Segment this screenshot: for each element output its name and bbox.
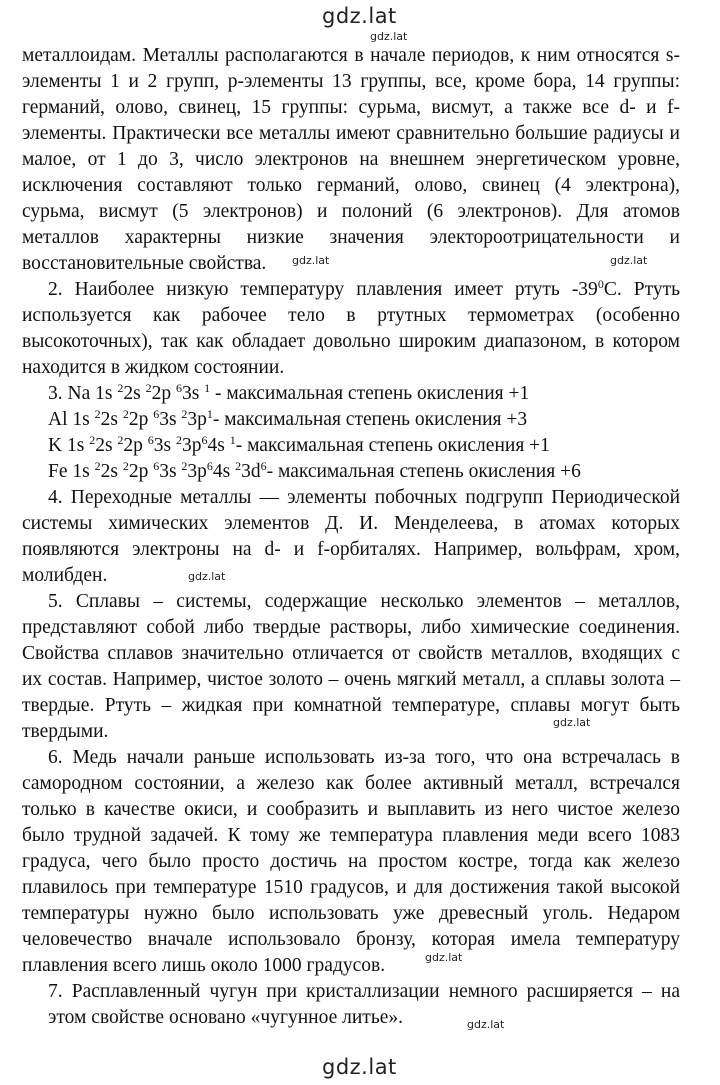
orbital: 2s [123,383,146,404]
orbital: 3p [182,435,202,456]
electron-count: 2 [94,459,101,473]
electron-count: 2 [94,407,101,421]
text-line: температуры нужно было использовать уже древесный уголь. Недаром [22,903,680,924]
text-line: металлоидам. Металлы располагаются в начале периодов, к ним относятся s- [22,45,680,66]
electron-count: 2 [117,433,124,447]
text-line [22,278,680,302]
orbital: 3s [159,461,182,482]
text-line: этом свойстве основано «чугунное литье». [48,1007,403,1028]
superscript: 0 [597,277,604,291]
electron-count: 2 [176,433,182,447]
text-line: Свойства сплавов значительно отличается от свойств металлов, входящих с [22,643,680,664]
watermark-bottom: gdz.lat [322,1055,397,1079]
orbital: 2s [95,435,118,456]
oxidation-state-text: - максимальная степень окисления +6 [266,461,581,482]
orbital: 1s [66,435,90,456]
orbital: 4s [207,435,230,456]
orbital: 3s [181,383,205,404]
electron-count: 2 [122,407,129,421]
text-line: металлов характерны низкие значения электороотрицательности и [22,227,680,248]
text-line: находится в жидком состоянии. [22,357,285,378]
text-line: исключения составляют только германий, олово, свинец (4 электрона), [22,175,680,196]
electron-count: 1 [206,407,213,421]
orbital: 2p [123,435,148,456]
electron-count: 6 [147,433,154,447]
electron-count: 6 [206,459,213,473]
orbital: 2s [100,461,123,482]
text-line: только в качестве окиси, и сообразить и выплавить из него чистое железо [22,799,680,820]
text-fragment: С. Ртуть [603,279,680,300]
orbital: 2p [128,409,154,430]
element-symbol: Fe [48,461,73,482]
text-line: высокоточных), так как обладает довольно широким диапазоном, в котором [22,331,680,352]
electron-config-line [48,434,706,458]
text-line: появляются электроны на d- и f-орбиталях. Например, вольфрам, хром, [22,539,680,560]
text-line: элементы. Практически все металлы имеют сравнительно большие радиусы и [22,123,680,144]
watermark-small: gdz.lat [370,30,408,43]
orbital: 1s [72,461,95,482]
electron-config-line [48,408,706,432]
text-line: представляют собой либо твердые растворы, либо химические соединения. [22,617,680,638]
watermark-small: gdz.lat [610,254,648,267]
electron-count: 2 [181,407,188,421]
text-line: элементы 1 и 2 групп, p-элементы 13 группы, все, кроме бора, 14 группы: [22,71,680,92]
electron-count: 1 [229,433,236,447]
text-line: твердые. Ртуть – жидкая при комнатной температуре, сплавы могут быть [22,695,680,716]
watermark-small: gdz.lat [553,716,591,729]
electron-count: 6 [175,381,182,395]
text-line: самородном состоянии, а железо как более активный металл, встречался [22,773,680,794]
element-symbol: K [48,435,67,456]
watermark-small: gdz.lat [425,951,463,964]
electron-config-line [22,382,680,406]
orbital: 1s [95,383,118,404]
element-symbol: 3. Na [48,383,96,404]
text-line: молибден. [22,565,108,586]
orbital: 2p [128,461,154,482]
orbital: 3d [241,461,261,482]
electron-count: 2 [117,381,124,395]
electron-count: 2 [235,459,242,473]
orbital: 3s [159,409,182,430]
electron-count: 2 [89,433,96,447]
orbital: 3p [187,409,207,430]
text-line: человечество вначале использовало бронзу, которая имела температуру [22,929,680,950]
text-line: малое, от 1 до 3, число электронов на внешнем энергетическом уровне, [22,149,680,170]
text-line: градуса, чего было просто достичь на простом костре, тогда как железо [22,851,680,872]
orbital: 1s [72,409,95,430]
orbital: 3s [153,435,176,456]
text-fragment: 2. Наиболее низкую температуру плавления имеет ртуть -39 [48,279,598,300]
element-symbol: Al [48,409,73,430]
text-line: 5. Сплавы – системы, содержащие несколько элементов – металлов, [48,591,680,612]
oxidation-state-text: - максимальная степень окисления +1 [210,383,530,404]
watermark-small: gdz.lat [467,1018,505,1031]
text-line: сурьма, висмут (5 электронов) и полоний (6 электронов). Для атомов [22,201,680,222]
orbital: 2s [100,409,123,430]
text-line: плавления всего лишь около 1000 градусов. [22,955,386,976]
text-line: их состав. Например, чистое золото – очень мягкий металл, а сплавы золота – [22,669,680,690]
watermark-small: gdz.lat [188,570,226,583]
oxidation-state-text: - максимальная степень окисления +3 [212,409,528,430]
text-line: системы химических элементов Д. И. Менделеева, в атомах которых [22,513,680,534]
electron-count: 2 [145,381,152,395]
watermark-small: gdz.lat [292,254,330,267]
text-line: 6. Медь начали раньше использовать из-за того, что она встречалась в [48,747,680,768]
text-line: восстановительные свойства. [22,253,267,274]
text-line: германий, олово, свинец, 15 группы: сурьма, висмут, а также все d- и f- [22,97,680,118]
orbital: 3p [187,461,207,482]
text-line: используется как рабочее тело в ртутных термометрах (особенно [22,305,680,326]
electron-count: 2 [122,459,129,473]
text-line: твердыми. [22,721,109,742]
oxidation-state-text: - максимальная степень окисления +1 [235,435,550,456]
electron-count: 6 [153,459,160,473]
orbital: 2p [151,383,176,404]
orbital: 4s [212,461,236,482]
electron-count: 2 [181,459,188,473]
electron-config-line [48,460,706,484]
text-line: 7. Расплавленный чугун при кристаллизации немного расширяется – на [48,981,680,1002]
watermark-top: gdz.lat [322,4,397,28]
electron-count: 6 [153,407,160,421]
text-line: 4. Переходные металлы — элементы побочных подгрупп Периодической [48,487,680,508]
electron-count: 6 [260,459,267,473]
electron-count: 6 [201,433,208,447]
text-line: было трудной задачей. К тому же температура плавления меди всего 1083 [22,825,680,846]
electron-count: 1 [204,381,211,395]
text-line: плавилось при температуре 1510 градусов, и для достижения такой высокой [22,877,680,898]
